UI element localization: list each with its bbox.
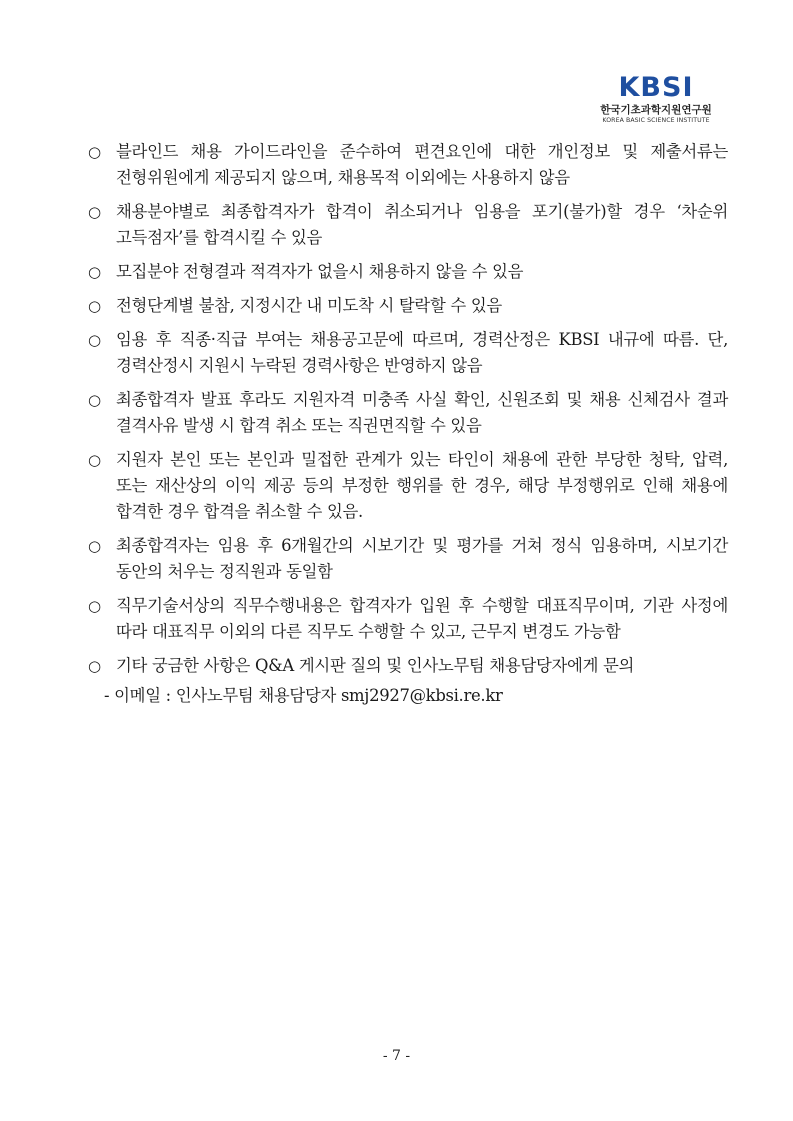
logo-mark: KBSI <box>618 72 694 103</box>
list-item <box>88 293 728 319</box>
bullet-icon: ○ <box>88 597 101 615</box>
bullet-icon: ○ <box>88 263 101 281</box>
logo-name-korean: 한국기초과학지원연구원 <box>600 104 712 116</box>
logo-name-english: KOREA BASIC SCIENCE INSTITUTE <box>602 117 710 124</box>
list-item <box>88 199 728 251</box>
list-item-text: 최종합격자 발표 후라도 지원자격 미충족 사실 확인, 신원조회 및 채용 신체검사 결과 결격사유 발생 시 합격 취소 또는 직권면직할 수 있음 <box>116 390 728 435</box>
bullet-icon: ○ <box>88 143 101 161</box>
list-item-text: 전형단계별 불참, 지정시간 내 미도착 시 탈락할 수 있음 <box>116 296 502 315</box>
list-item-text: 최종합격자는 임용 후 6개월간의 시보기간 및 평가를 거쳐 정식 임용하며, 시보기간 동안의 처우는 정직원과 동일함 <box>116 536 728 581</box>
list-item-text: 지원자 본인 또는 본인과 밀접한 관계가 있는 타인이 채용에 관한 부당한 청탁, 압력, 또는 재산상의 이익 제공 등의 부정한 행위를 한 경우, 해당 부정행위로 인해 채용에 합격한 경우 합격을 취소할 수 있음. <box>116 450 728 521</box>
kbsi-logo <box>597 74 715 125</box>
bullet-icon: ○ <box>88 203 101 221</box>
list-item <box>88 653 728 679</box>
list-item-text: 직무기술서상의 직무수행내용은 합격자가 입원 후 수행할 대표직무이며, 기관 사정에 따라 대표직무 이외의 다른 직무도 수행할 수 있고, 근무지 변경도 가능함 <box>116 596 728 641</box>
list-item <box>88 533 728 585</box>
bullet-icon: ○ <box>88 451 101 469</box>
list-item <box>88 447 728 525</box>
list-item-text: 기타 궁금한 사항은 Q&A 게시판 질의 및 인사노무팀 채용담당자에게 문의 <box>116 656 635 675</box>
list-item-text: 채용분야별로 최종합격자가 합격이 취소되거나 임용을 포기(불가)할 경우 ‘차순위 고득점자’를 합격시킬 수 있음 <box>116 202 728 247</box>
bullet-icon: ○ <box>88 297 101 315</box>
list-item-text: 모집분야 전형결과 적격자가 없을시 채용하지 않을 수 있음 <box>116 262 524 281</box>
page-number: - 7 - <box>382 1048 411 1064</box>
list-item <box>88 327 728 379</box>
bullet-icon: ○ <box>88 331 101 349</box>
list-item <box>88 259 728 285</box>
contact-email-line: - 이메일 : 인사노무팀 채용담당자 smj2927@kbsi.re.kr <box>104 686 503 705</box>
list-item-text: 블라인드 채용 가이드라인을 준수하여 편견요인에 대한 개인정보 및 제출서류는 전형위원에게 제공되지 않으며, 채용목적 이외에는 사용하지 않음 <box>116 142 728 187</box>
bullet-icon: ○ <box>88 537 101 555</box>
list-item-text: 임용 후 직종·직급 부여는 채용공고문에 따르며, 경력산정은 KBSI 내규에 따름. 단, 경력산정시 지원시 누락된 경력사항은 반영하지 않음 <box>116 330 728 375</box>
notice-list <box>88 139 728 709</box>
list-item <box>88 139 728 191</box>
list-item <box>88 387 728 439</box>
list-item <box>88 593 728 645</box>
bullet-icon: ○ <box>88 391 101 409</box>
bullet-icon: ○ <box>88 657 101 675</box>
